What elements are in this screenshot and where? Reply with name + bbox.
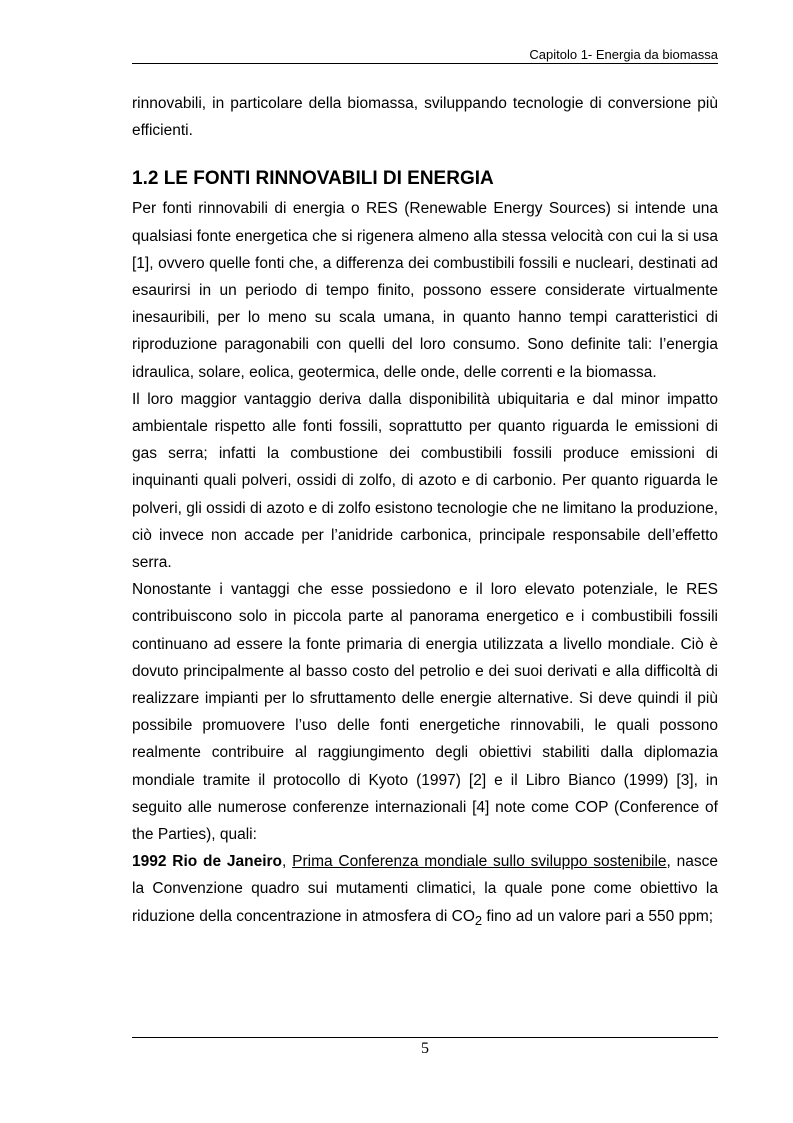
body-paragraph: Il loro maggior vantaggio deriva dalla disponibilità ubiquitaria e dal minor impatto ambientale rispetto alle fonti fossili, soprattutto per quanto riguarda le emissioni di gas serra; infatti la combustione dei combustibili fossili produce emissioni di inquinanti quali polveri, ossidi di zolfo, di azoto e di carbonio. Per quanto riguarda le polveri, gli ossidi di azoto e di zolfo esistono tecnologie che ne limitano la produzione, ciò invece non accade per l’anidride carbonica, principale responsabile dell’effetto serra. [132, 390, 718, 572]
section-heading: 1.2 LE FONTI RINNOVABILI DI ENERGIA [132, 168, 494, 190]
page-number: 5 [421, 1040, 429, 1057]
co2-subscript: 2 [474, 912, 483, 928]
list-item-separator: , [282, 853, 293, 871]
header-rule [132, 63, 718, 64]
body-paragraph: Nonostante i vantaggi che esse possiedono e il loro elevato potenziale, le RES contribuiscono solo in piccola parte al panorama energetico e i combustibili fossili continuano ad essere la fonte primaria di energia utilizzata a livello mondiale. Ciò è dovuto principalmente al basso costo del petrolio e dei suoi derivati e alla difficoltà di realizzare impianti per lo sfruttamento delle energie alternative. Si deve quindi il più possibile promuovere l’uso delle fonti energetiche rinnovabili, le quali possono realmente contribuire al raggiungimento degli obiettivi stabiliti dalla diplomazia mondiale tramite il protocollo di Kyoto (1997) [2] e il Libro Bianco (1999) [3], in seguito alle numerose conferenze internazionali [4] note come COP (Conference of the Parties), quali: [132, 581, 718, 844]
footer-rule [132, 1037, 718, 1038]
page-content [132, 90, 718, 934]
conference-link[interactable]: Prima Conferenza mondiale sullo sviluppo sostenibile [292, 853, 667, 871]
intro-paragraph: rinnovabili, in particolare della biomassa, sviluppando tecnologie di conversione più efficienti. [132, 95, 718, 140]
body-paragraph: Per fonti rinnovabili di energia o RES (Renewable Energy Sources) si intende una qualsiasi fonte energetica che si rigenera almeno alla stessa velocità con cui la si usa [1], ovvero quelle fonti che, a differenza dei combustibili fossili e nucleari, destinati ad esaurirsi in un periodo di tempo finito, possono essere considerate virtualmente inesauribili, per lo meno su scala umana, in quanto hanno tempi caratteristici di riproduzione paragonabili con quelli del loro consumo. Sono definite tali: l’energia idraulica, solare, eolica, geotermica, delle onde, delle correnti e la biomassa. [132, 200, 718, 381]
list-item-text-end: fino ad un valore pari a 550 ppm; [482, 907, 714, 925]
list-item [132, 848, 718, 934]
list-item-text: , nasce la Convenzione quadro sui mutamenti climatici, la quale pone come obiettivo la riduzione della concentrazione in atmosfera di CO [132, 853, 718, 925]
list-item-year-place: 1992 Rio de Janeiro [132, 853, 283, 871]
running-header: Capitolo 1- Energia da biomassa [529, 47, 718, 62]
